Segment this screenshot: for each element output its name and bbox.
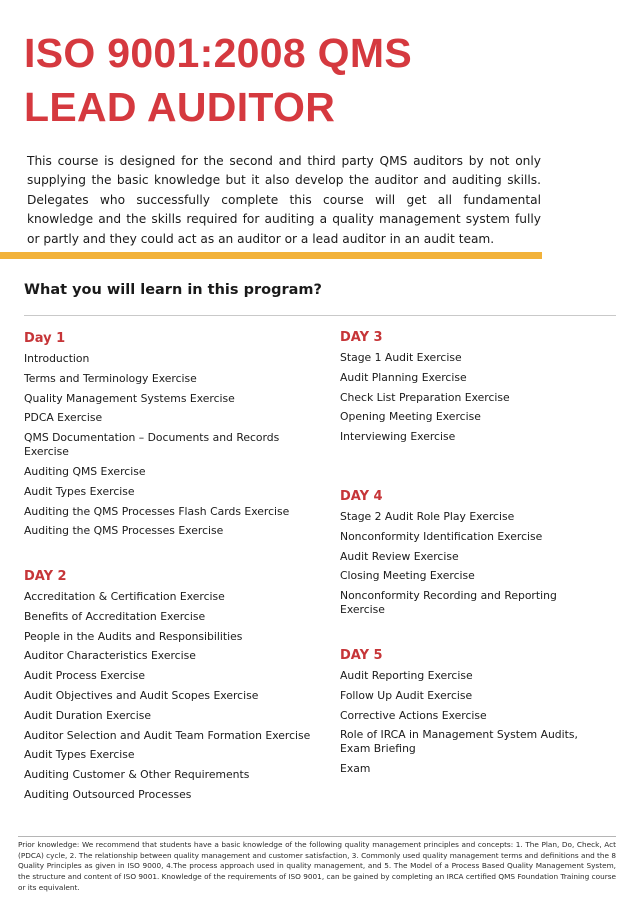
list-item: Follow Up Audit Exercise [340,688,473,702]
day-1-title: Day 1 [24,331,66,346]
list-item: Role of IRCA in Management System Audits, Exam Briefing [340,728,578,756]
list-item: Auditor Selection and Audit Team Formation Exercise [24,728,311,742]
list-item: Audit Reporting Exercise [340,669,473,682]
list-item: Benefits of Accreditation Exercise [24,609,206,623]
list-item: Terms and Terminology Exercise [24,371,197,385]
day-4-title: DAY 4 [340,489,383,504]
list-item: Check List Preparation Exercise [340,390,510,404]
day-4-list [340,510,602,617]
title-line-2: LEAD AUDITOR [24,84,336,130]
list-item: Audit Review Exercise [340,549,459,563]
list-item: Auditing Outsourced Processes [24,787,192,801]
list-item: Auditing the QMS Processes Flash Cards Exercise [24,504,290,518]
section-heading: What you will learn in this program? [24,282,322,298]
list-item: People in the Audits and Responsibilities [24,629,243,643]
day-4-block [340,489,602,623]
day-5-list [340,669,602,776]
day-5-block [340,648,602,782]
list-item: Audit Types Exercise [24,484,135,498]
list-item: Quality Management Systems Exercise [24,391,235,405]
accent-bar [0,252,542,259]
prior-knowledge-footnote: Prior knowledge: We recommend that students have a basic knowledge of the following quality management principles and concepts: 1. The Plan, Do, Check, Act (PDCA) cycle, 2. The relationship between quality management and customer satisfaction, 3. Commonly used quality management terms and definitions and the 8 Quality Principles as given in ISO 9000, 4.The process approach used in quality management, and 5. The Model of a Process Based Quality Management System, the structure and content of ISO 9001. Knowledge of the requirements of ISO 9001, can be gained by completing an IRCA certified QMS Foundation Training course or its equivalent. [18,840,616,892]
day-2-block [24,569,324,808]
day-3-list [340,351,602,444]
list-item: Opening Meeting Exercise [340,410,481,424]
day-3-block [340,330,602,450]
list-item: Audit Types Exercise [24,748,135,762]
list-item: Nonconformity Identification Exercise [340,529,543,543]
list-item: Stage 1 Audit Exercise [340,351,462,364]
list-item: Closing Meeting Exercise [340,569,475,583]
title-line-1: ISO 9001:2008 QMS [24,30,412,76]
list-item: Accreditation & Certification Exercise [24,590,225,603]
list-item: Corrective Actions Exercise [340,708,487,722]
list-item: Introduction [24,352,90,365]
list-item: Stage 2 Audit Role Play Exercise [340,510,515,523]
list-item: Auditing QMS Exercise [24,464,146,478]
day-3-title: DAY 3 [340,330,383,345]
list-item: Audit Objectives and Audit Scopes Exercise [24,688,259,702]
list-item: Audit Planning Exercise [340,370,467,384]
list-item: Audit Process Exercise [24,669,146,683]
list-item: QMS Documentation – Documents and Records Exercise [24,431,280,459]
list-item: Audit Duration Exercise [24,708,152,722]
list-item: Interviewing Exercise [340,430,456,444]
day-1-block [24,331,324,544]
page-title [24,26,412,134]
list-item: Nonconformity Recording and Reporting Exercise [340,589,557,617]
intro-paragraph: This course is designed for the second and third party QMS auditors by not only supplying the basic knowledge but it also develop the auditor and auditing skills. Delegates who successfully complete this course will get all fundamental knowledge and the skills required for auditing a quality management system fully or partly and they could act as an auditor or a lead auditor in an audit team. [27,154,541,246]
list-item: Auditor Characteristics Exercise [24,649,196,663]
list-item: PDCA Exercise [24,411,103,425]
day-1-list [24,352,324,538]
day-5-title: DAY 5 [340,648,383,663]
day-2-list [24,590,324,802]
day-2-title: DAY 2 [24,569,67,584]
list-item: Auditing the QMS Processes Exercise [24,524,224,538]
footnote-divider [18,836,616,837]
list-item: Exam [340,762,371,776]
list-item: Auditing Customer & Other Requirements [24,768,250,782]
section-divider [24,315,616,316]
